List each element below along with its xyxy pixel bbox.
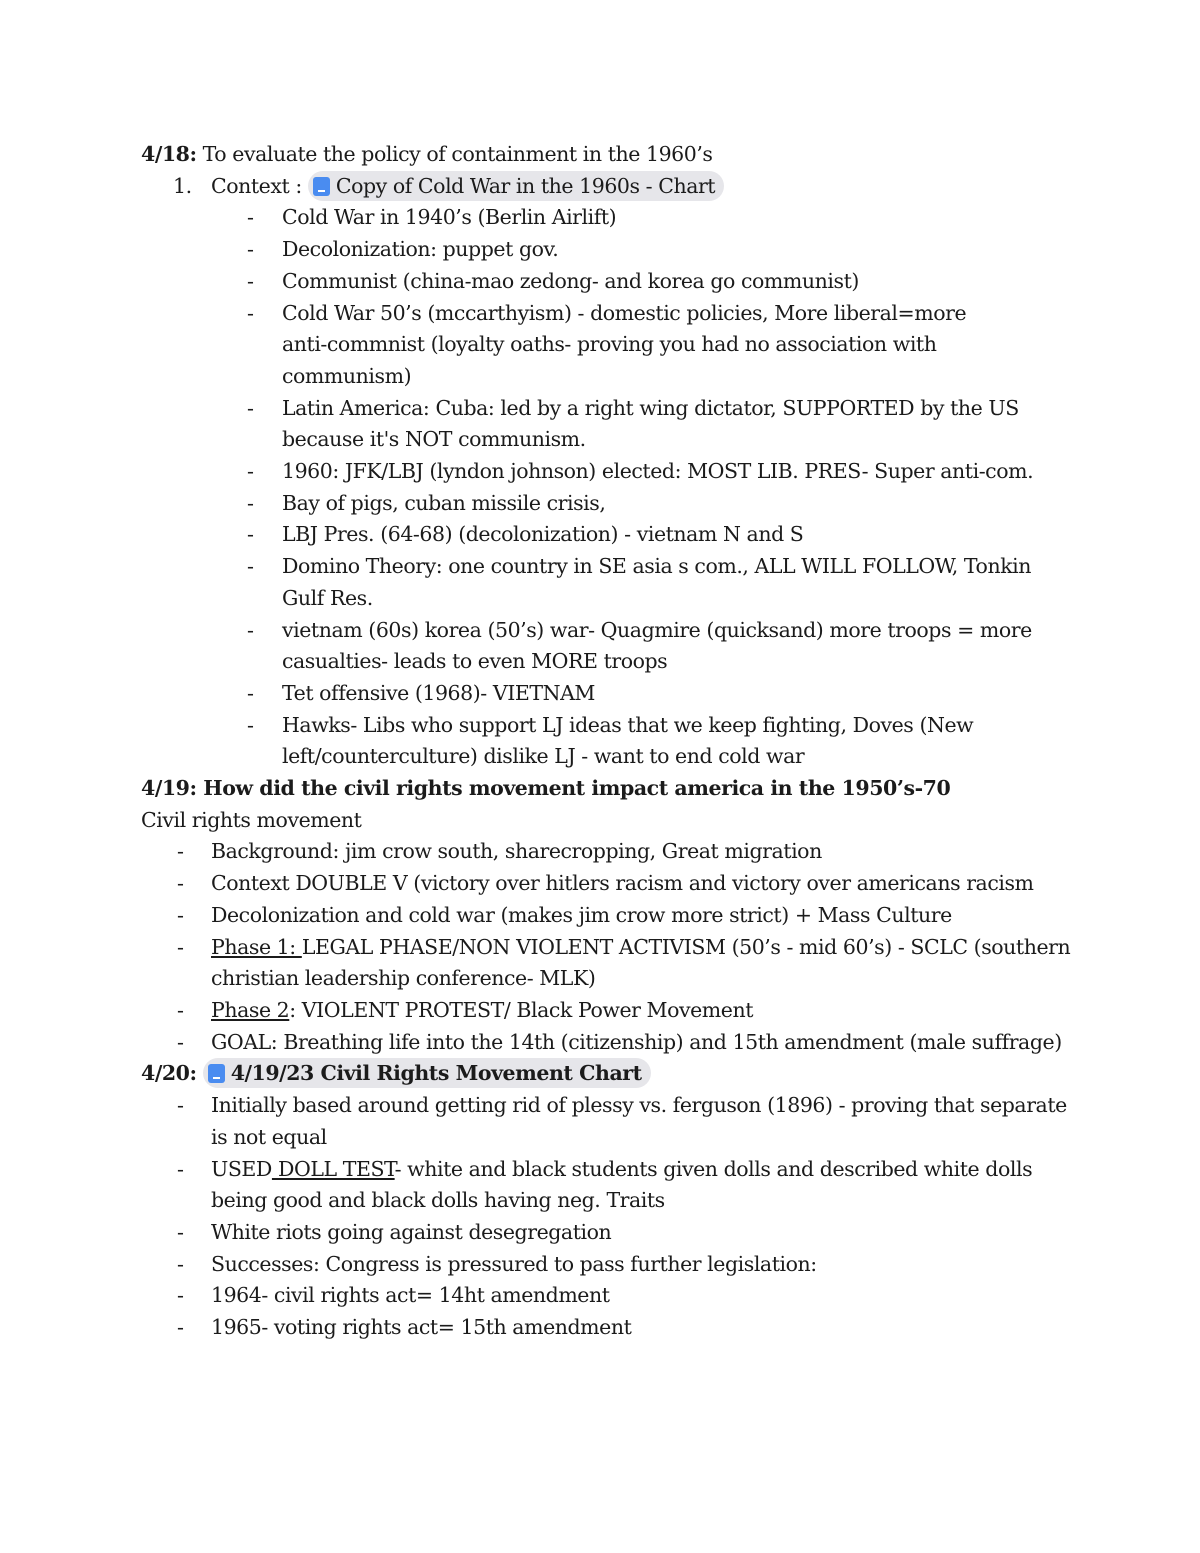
list-item-line: Latin America: Cuba: led by a right wing dictator, SUPPORTED by the US bbox=[282, 395, 1019, 420]
list-item: - Domino Theory: one country in SE asia s com., ALL WILL FOLLOW, Tonkin Gulf Res. bbox=[141, 551, 1081, 614]
list-item: - GOAL: Breathing life into the 14th (citizenship) and 15th amendment (male suffrage) bbox=[177, 1029, 1062, 1054]
list-item-doll-test: - USED DOLL TEST- white and black students given dolls and described white dolls being good and black dolls having neg. Traits bbox=[177, 1156, 1033, 1213]
date-label: 4/20: bbox=[141, 1061, 197, 1086]
list-item-line: Cold War 50’s (mccarthyism) - domestic policies, More liberal=more bbox=[282, 300, 967, 325]
list-item-line: communism) bbox=[282, 363, 412, 388]
list-item: - 1960: JFK/LBJ (lyndon johnson) elected: MOST LIB. PRES- Super anti-com. bbox=[141, 456, 1081, 488]
list-item-line: vietnam (60s) korea (50’s) war- Quagmire (quicksand) more troops = more bbox=[282, 617, 1032, 642]
list-item: - 1964- civil rights act= 14ht amendment bbox=[177, 1283, 610, 1308]
chart-link-label: 4/19/23 Civil Rights Movement Chart bbox=[230, 1061, 642, 1086]
list-item-line: anti-commnist (loyalty oaths- proving you had no association with bbox=[282, 332, 937, 357]
list-item: - Decolonization and cold war (makes jim crow more strict) + Mass Culture bbox=[177, 902, 952, 927]
list-item: - Context DOUBLE V (victory over hitlers racism and victory over americans racism bbox=[177, 871, 1034, 896]
list-item-line: Communist (china-mao zedong- and korea go communist) bbox=[282, 268, 859, 293]
list-item: - Bay of pigs, cuban missile crisis, bbox=[141, 488, 1081, 520]
phase-1-label: Phase 1: bbox=[211, 934, 302, 959]
list-item-line: Decolonization: puppet gov. bbox=[282, 237, 559, 262]
list-item: - Latin America: Cuba: led by a right wing dictator, SUPPORTED by the US because it's NOT communism. bbox=[141, 393, 1081, 456]
item-number: 1. bbox=[173, 173, 192, 198]
list-item-line: Gulf Res. bbox=[282, 585, 373, 610]
list-item: - Decolonization: puppet gov. bbox=[141, 234, 1081, 266]
section-4-20-heading bbox=[141, 1058, 1081, 1090]
section-4-19-heading: 4/19: How did the civil rights movement impact america in the 1950’s-70 bbox=[141, 776, 951, 801]
sheets-doc-icon bbox=[313, 177, 330, 196]
list-item: - Cold War in 1940’s (Berlin Airlift) bbox=[141, 202, 1081, 234]
section-4-18-heading bbox=[141, 139, 1081, 171]
chart-link-chip[interactable] bbox=[308, 171, 724, 201]
list-item-line: 1960: JFK/LBJ (lyndon johnson) elected: MOST LIB. PRES- Super anti-com. bbox=[282, 459, 1034, 484]
numbered-item-context bbox=[141, 171, 1081, 203]
notes-body bbox=[141, 139, 1081, 1344]
list-item-line: Tet offensive (1968)- VIETNAM bbox=[282, 680, 595, 705]
list-item: - Background: jim crow south, sharecropping, Great migration bbox=[177, 839, 822, 864]
section-subheading: Civil rights movement bbox=[141, 807, 362, 832]
list-item-line: left/counterculture) dislike LJ - want to end cold war bbox=[282, 744, 805, 769]
list-item: - Initially based around getting rid of plessy vs. ferguson (1896) - proving that separate is not equal bbox=[177, 1093, 1067, 1149]
phase-2-label: Phase 2 bbox=[211, 997, 290, 1022]
sheets-doc-icon bbox=[208, 1064, 225, 1083]
list-item: - 1965- voting rights act= 15th amendment bbox=[177, 1315, 632, 1340]
list-item-line: LBJ Pres. (64-68) (decolonization) - vietnam N and S bbox=[282, 522, 804, 547]
list-item-line: Cold War in 1940’s (Berlin Airlift) bbox=[282, 205, 617, 230]
context-label: Context : bbox=[211, 173, 308, 198]
chart-link-label: Copy of Cold War in the 1960s - Chart bbox=[335, 173, 716, 198]
list-item: - Communist (china-mao zedong- and korea go communist) bbox=[141, 266, 1081, 298]
list-item: - LBJ Pres. (64-68) (decolonization) - vietnam N and S bbox=[141, 519, 1081, 551]
list-item: - Successes: Congress is pressured to pass further legislation: bbox=[177, 1251, 817, 1276]
list-item-line: Bay of pigs, cuban missile crisis, bbox=[282, 490, 606, 515]
list-item: - vietnam (60s) korea (50’s) war- Quagmire (quicksand) more troops = more casualties- leads to even MORE troops bbox=[141, 615, 1081, 678]
list-item-phase-1: - Phase 1: LEGAL PHASE/NON VIOLENT ACTIVISM (50’s - mid 60’s) - SCLC (southern christian leadership conference- MLK) bbox=[177, 934, 1071, 991]
list-item: - White riots going against desegregation bbox=[177, 1219, 612, 1244]
list-item-line: Domino Theory: one country in SE asia s com., ALL WILL FOLLOW, Tonkin bbox=[282, 554, 1032, 579]
list-item-phase-2: - Phase 2: VIOLENT PROTEST/ Black Power Movement bbox=[177, 997, 754, 1022]
list-item-line: Hawks- Libs who support LJ ideas that we keep fighting, Doves (New bbox=[282, 712, 974, 737]
list-item-line: casualties- leads to even MORE troops bbox=[282, 649, 668, 674]
date-label: 4/18: bbox=[141, 142, 197, 166]
list-item: - Cold War 50’s (mccarthyism) - domestic policies, More liberal=more anti-commnist (loyalty oaths- proving you had no association with communism) bbox=[141, 298, 1081, 393]
doll-test-label: DOLL TEST bbox=[271, 1156, 395, 1181]
context-bullet-list bbox=[141, 202, 1081, 773]
chart-link-chip[interactable] bbox=[203, 1058, 651, 1088]
list-item: - Hawks- Libs who support LJ ideas that we keep fighting, Doves (New left/counterculture) dislike LJ - want to end cold war bbox=[141, 710, 1081, 773]
objective-text: To evaluate the policy of containment in the 1960’s bbox=[196, 142, 713, 166]
list-item-line: because it's NOT communism. bbox=[282, 427, 586, 452]
list-item: - Tet offensive (1968)- VIETNAM bbox=[141, 678, 1081, 710]
